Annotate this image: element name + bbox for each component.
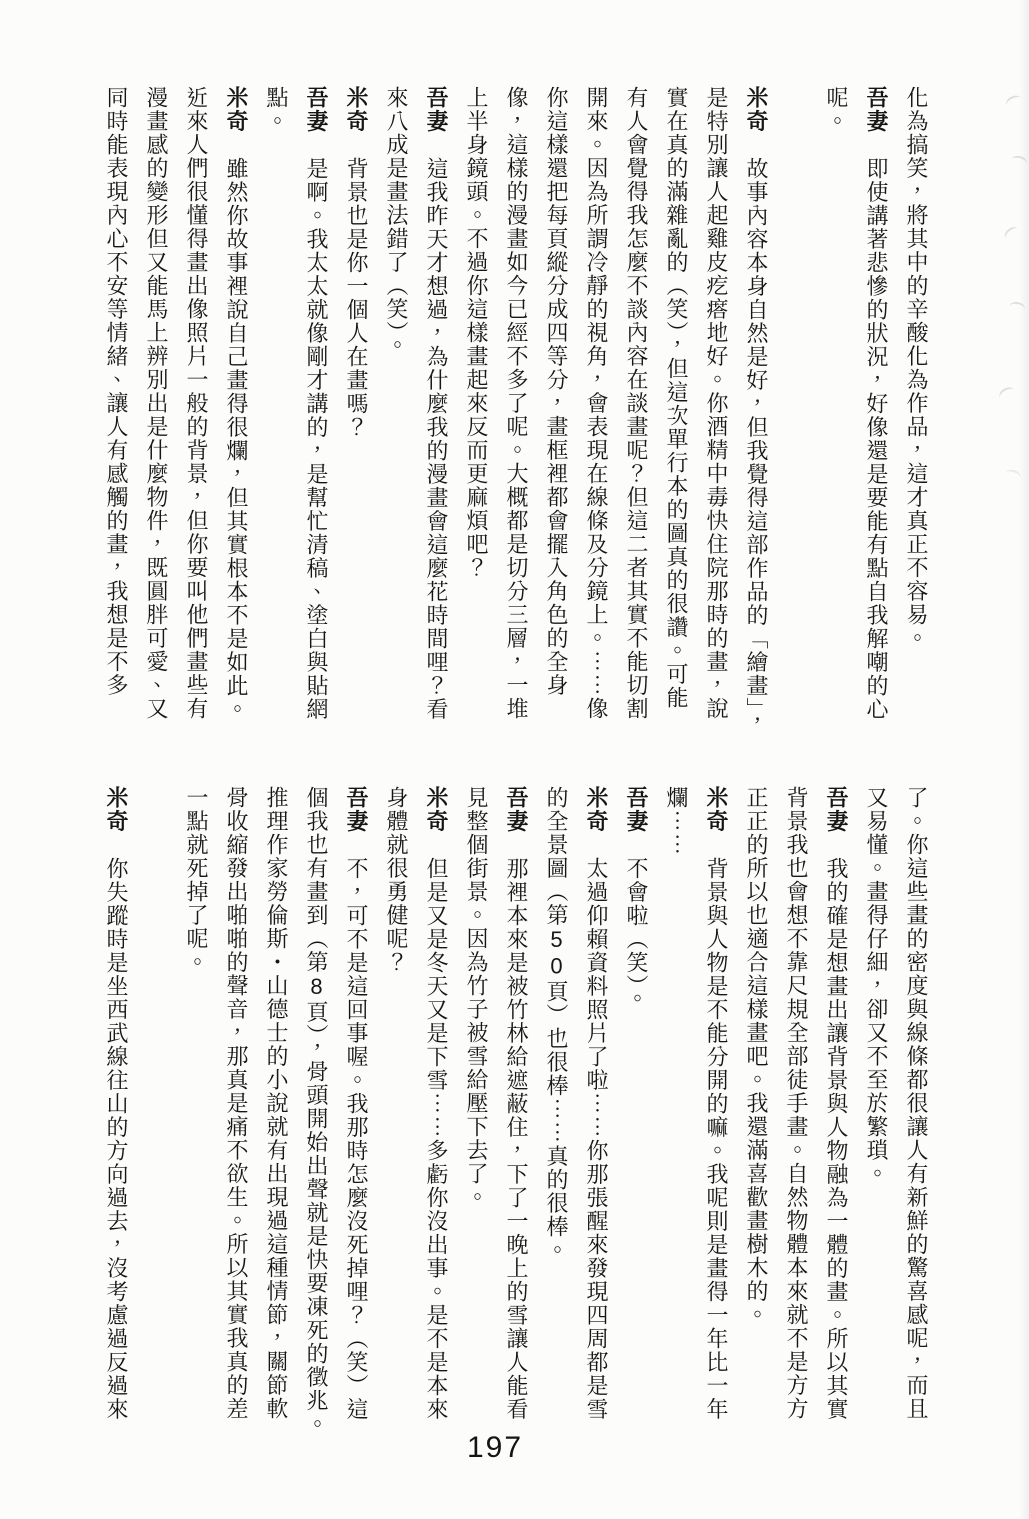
text-column bbox=[416, 786, 456, 1470]
text-column bbox=[416, 86, 456, 750]
speech-text: 來八成是畫法錯了（笑）。 bbox=[384, 86, 409, 357]
speaker-name: 吾妻 bbox=[504, 786, 529, 833]
text-column bbox=[256, 86, 296, 750]
speech-text: 你這樣還把每頁縱分成四等分，畫框裡都會擺入角色的全身 bbox=[544, 86, 569, 697]
speech-text: 同時能表現內心不安等情緒、讓人有感觸的畫，我想是不多 bbox=[104, 86, 129, 697]
speech-text: 是特別讓人起雞皮疙瘩地好。你酒精中毒快住院那時的畫，說 bbox=[704, 86, 729, 721]
speaker-name: 米奇 bbox=[344, 86, 369, 133]
speaker-name: 吾妻 bbox=[624, 786, 649, 833]
text-column bbox=[456, 786, 496, 1470]
speech-text: 這我昨天才想過，為什麼我的漫畫會這麼花時間哩？看 bbox=[424, 157, 449, 721]
text-column bbox=[856, 786, 896, 1470]
text-column bbox=[456, 86, 496, 750]
scan-artifact bbox=[997, 385, 1017, 403]
speech-text: 但是又是冬天又是下雪⋯⋯多虧你沒出事。是不是本來 bbox=[424, 857, 449, 1421]
text-column bbox=[736, 786, 776, 1470]
speech-text: 像，這樣的漫畫如今已經不多了呢。大概都是切分三層，一堆 bbox=[504, 86, 529, 721]
speech-text: 的全景圖（第50頁）也很棒⋯⋯真的很棒。 bbox=[544, 786, 569, 1262]
speech-text: 有人會覺得我怎麼不談內容在談畫呢？但這二者其實不能切割 bbox=[624, 86, 649, 721]
text-column bbox=[336, 86, 376, 750]
page-edge-shadow bbox=[1019, 0, 1029, 1519]
speech-text: 個我也有畫到（第8頁），骨頭開始出聲就是快要凍死的徵兆。 bbox=[304, 786, 329, 1436]
text-column bbox=[136, 86, 176, 750]
text-column bbox=[496, 86, 536, 750]
speech-text: 背景與人物是不能分開的嘛。我呢則是畫得一年比一年 bbox=[704, 857, 729, 1421]
blank-column bbox=[136, 786, 176, 1470]
speaker-name: 吾妻 bbox=[824, 786, 849, 833]
speech-text: 漫畫感的變形但又能馬上辨別出是什麼物件，既圓胖可愛、又 bbox=[144, 86, 169, 721]
text-column bbox=[656, 786, 696, 1470]
text-column bbox=[696, 86, 736, 750]
speech-text: 開來。因為所謂冷靜的視角，會表現在線條及分鏡上。⋯⋯像 bbox=[584, 86, 609, 721]
speech-text: 了。你這些畫的密度與線條都很讓人有新鮮的驚喜感呢，而且 bbox=[904, 786, 929, 1421]
text-column bbox=[176, 786, 216, 1470]
text-column bbox=[176, 86, 216, 750]
text-column bbox=[496, 786, 536, 1470]
text-column bbox=[536, 786, 576, 1470]
speech-text: 推理作家勞倫斯・山德士的小說就有出現過這種情節，關節軟 bbox=[264, 786, 289, 1421]
text-column bbox=[696, 786, 736, 1470]
speech-text: 太過仰賴資料照片了啦⋯⋯你那張醒來發現四周都是雪 bbox=[584, 857, 609, 1421]
text-column bbox=[896, 86, 936, 750]
speech-text: 即使講著悲慘的狀況，好像還是要能有點自我解嘲的心 bbox=[864, 157, 889, 721]
speech-text: 見整個街景。因為竹子被雪給壓下去了。 bbox=[464, 786, 489, 1209]
text-column bbox=[896, 786, 936, 1470]
speaker-name: 米奇 bbox=[704, 786, 729, 833]
speech-text: 身體就很勇健呢？ bbox=[384, 786, 409, 974]
text-column bbox=[256, 786, 296, 1470]
speech-text: 實在真的滿雜亂的（笑），但這次單行本的圖真的很讚。可能 bbox=[664, 86, 689, 710]
speech-text: 那裡本來是被竹林給遮蔽住，下了一晚上的雪讓人能看 bbox=[504, 857, 529, 1421]
speech-text: 化為搞笑，將其中的辛酸化為作品，這才真正不容易。 bbox=[904, 86, 929, 650]
speech-text: 雖然你故事裡說自己畫得很爛，但其實根本不是如此。 bbox=[224, 157, 249, 721]
text-column bbox=[856, 86, 896, 750]
text-column bbox=[656, 86, 696, 750]
speech-text: 背景也是你一個人在畫嗎？ bbox=[344, 157, 369, 439]
speech-text: 不，可不是這回事喔。我那時怎麼沒死掉哩？（笑）這 bbox=[344, 857, 369, 1421]
text-column bbox=[376, 786, 416, 1470]
text-column bbox=[736, 86, 776, 750]
speaker-name: 吾妻 bbox=[344, 786, 369, 833]
speaker-name: 米奇 bbox=[744, 86, 769, 133]
speech-text: 一點就死掉了呢。 bbox=[184, 786, 209, 974]
text-column bbox=[576, 786, 616, 1470]
speech-text: 背景我也會想不靠尺規全部徒手畫。自然物體本來就不是方方 bbox=[784, 786, 809, 1421]
interview-text-top-block bbox=[96, 86, 936, 750]
text-column bbox=[216, 86, 256, 750]
interview-text-bottom-block bbox=[96, 786, 936, 1470]
speaker-name: 吾妻 bbox=[864, 86, 889, 133]
speaker-name: 吾妻 bbox=[424, 86, 449, 133]
speech-text: 正正的所以也適合這樣畫吧。我還滿喜歡畫樹木的。 bbox=[744, 786, 769, 1327]
speaker-name: 米奇 bbox=[224, 86, 249, 133]
text-column bbox=[816, 86, 856, 750]
speaker-name: 吾妻 bbox=[304, 86, 329, 133]
speech-text: 骨收縮發出啪啪的聲音，那真是痛不欲生。所以其實我真的差 bbox=[224, 786, 249, 1421]
page-number: 197 bbox=[466, 1431, 524, 1464]
text-column bbox=[96, 786, 136, 1470]
text-column bbox=[376, 86, 416, 750]
text-column bbox=[776, 786, 816, 1470]
speech-text: 點。 bbox=[264, 86, 289, 133]
speech-text: 呢。 bbox=[824, 86, 849, 133]
text-column bbox=[296, 786, 336, 1470]
text-column bbox=[96, 86, 136, 750]
speech-text: 爛⋯⋯ bbox=[664, 786, 689, 857]
blank-column bbox=[776, 86, 816, 750]
speech-text: 又易懂。畫得仔細，卻又不至於繁瑣。 bbox=[864, 786, 889, 1186]
text-column bbox=[616, 786, 656, 1470]
speech-text: 我的確是想畫出讓背景與人物融為一體的畫。所以其實 bbox=[824, 857, 849, 1421]
speaker-name: 米奇 bbox=[104, 786, 129, 833]
speech-text: 是啊。我太太就像剛才講的，是幫忙清稿、塗白與貼網 bbox=[304, 157, 329, 721]
text-column bbox=[576, 86, 616, 750]
speaker-name: 米奇 bbox=[584, 786, 609, 833]
speech-text: 故事內容本身自然是好，但我覺得這部作品的「繪畫」， bbox=[744, 157, 769, 734]
text-column bbox=[336, 786, 376, 1470]
text-column bbox=[536, 86, 576, 750]
speech-text: 近來人們很懂得畫出像照片一般的背景，但你要叫他們畫些有 bbox=[184, 86, 209, 721]
speech-text: 上半身鏡頭。不過你這樣畫起來反而更麻煩吧？ bbox=[464, 86, 489, 580]
text-column bbox=[816, 786, 856, 1470]
speech-text: 不會啦（笑）。 bbox=[624, 857, 649, 1011]
speaker-name: 米奇 bbox=[424, 786, 449, 833]
text-column bbox=[616, 86, 656, 750]
text-column bbox=[216, 786, 256, 1470]
text-column bbox=[296, 86, 336, 750]
speech-text: 你失蹤時是坐西武線往山的方向過去，沒考慮過反過來 bbox=[104, 857, 129, 1421]
